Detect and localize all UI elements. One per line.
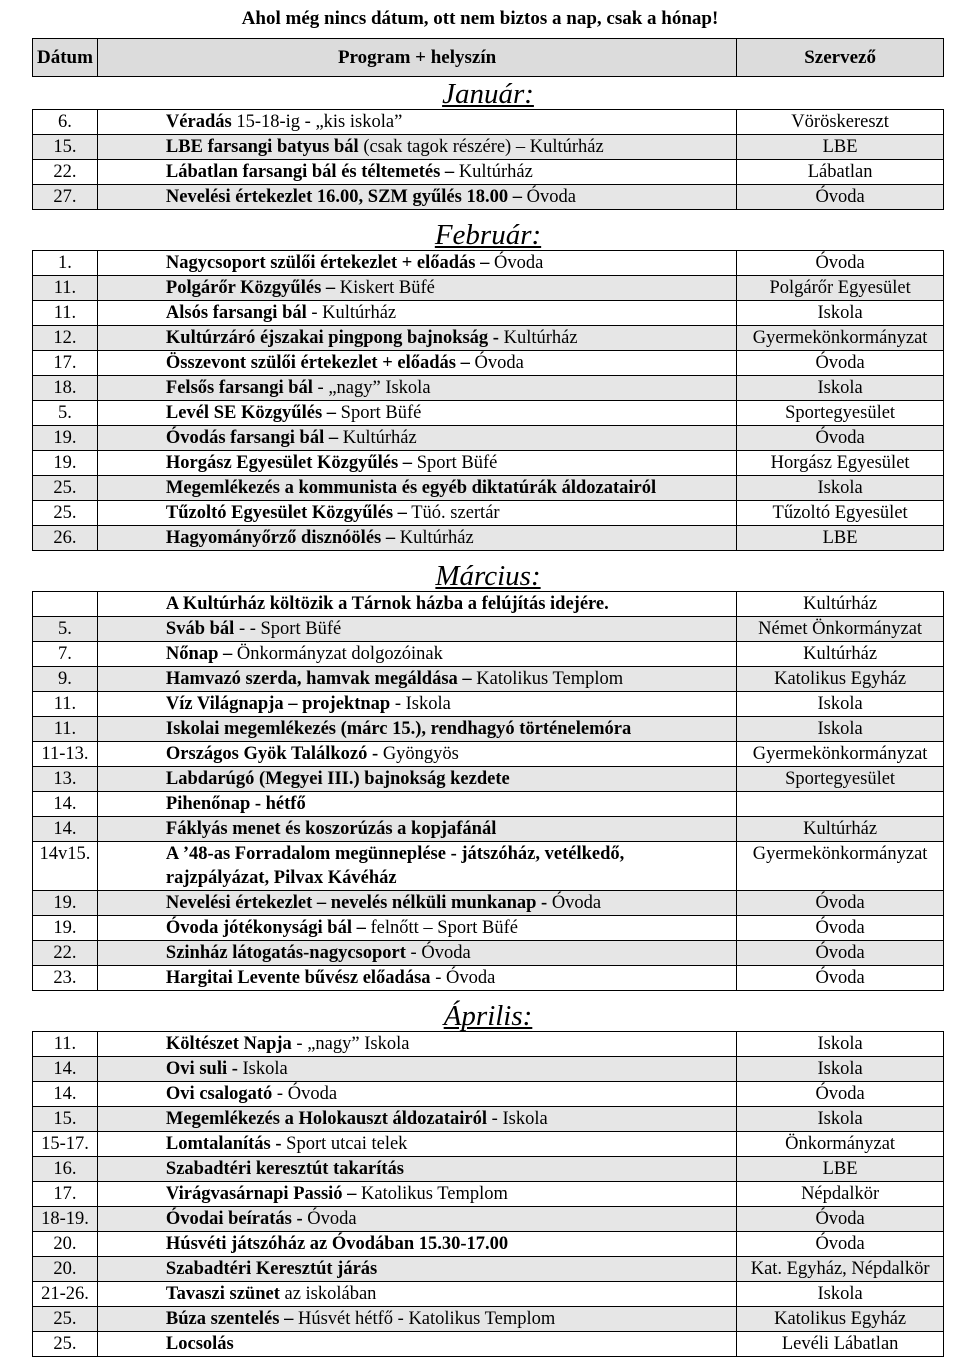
event-date: 14. xyxy=(33,792,98,817)
event-title: Megemlékezés a Holokauszt áldozatairól xyxy=(165,1109,488,1129)
event-organizer: Önkormányzat xyxy=(737,1132,944,1157)
event-program xyxy=(97,1307,736,1332)
event-title: Lomtalanítás - xyxy=(165,1134,282,1154)
event-program xyxy=(97,966,736,991)
event-title: Húsvéti játszóház az Óvodában 15.30-17.00 xyxy=(165,1234,509,1254)
event-title: Kultúrzáró éjszakai pingpong bajnokság - xyxy=(165,328,499,348)
table-row xyxy=(33,110,944,135)
event-program xyxy=(97,426,736,451)
event-date: 20. xyxy=(33,1257,98,1282)
event-location: Kultúrház xyxy=(338,428,417,448)
table-row xyxy=(33,1282,944,1307)
month-heading: Február: xyxy=(33,210,944,251)
event-location: Óvoda xyxy=(489,253,544,273)
event-location: - „nagy” Iskola xyxy=(291,1034,410,1054)
event-organizer: Iskola xyxy=(737,301,944,326)
event-date: 11. xyxy=(33,276,98,301)
event-title: Hargitai Levente bűvész előadása xyxy=(165,968,431,988)
event-program xyxy=(97,1282,736,1307)
table-header xyxy=(33,39,944,77)
event-location: Önkormányzat dolgozóinak xyxy=(232,644,443,664)
event-date: 16. xyxy=(33,1157,98,1182)
event-program xyxy=(97,1207,736,1232)
event-organizer: Kat. Egyház, Népdalkör xyxy=(737,1257,944,1282)
event-location: Kultúrház xyxy=(498,328,578,348)
events-table xyxy=(32,38,944,1357)
event-organizer: Óvoda xyxy=(737,1232,944,1257)
event-organizer: Óvoda xyxy=(737,426,944,451)
event-date: 21-26. xyxy=(33,1282,98,1307)
event-organizer: Vöröskereszt xyxy=(737,110,944,135)
event-title: Nevelési értekezlet – nevelés nélküli munkanap - xyxy=(165,893,548,913)
event-date: 19. xyxy=(33,916,98,941)
table-row xyxy=(33,451,944,476)
event-program xyxy=(97,717,736,742)
event-program xyxy=(97,185,736,210)
event-program xyxy=(97,376,736,401)
month-heading-row xyxy=(33,991,944,1032)
header-date: Dátum xyxy=(33,39,98,77)
event-program xyxy=(97,401,736,426)
event-title: Fáklyás menet és koszorúzás a kopjafánál xyxy=(165,819,497,839)
event-title: Országos Gyök Találkozó - xyxy=(165,744,379,764)
event-date: 11. xyxy=(33,692,98,717)
event-program xyxy=(97,1107,736,1132)
event-organizer: Iskola xyxy=(737,692,944,717)
event-date: 14. xyxy=(33,1057,98,1082)
event-date: 22. xyxy=(33,941,98,966)
table-row xyxy=(33,526,944,551)
table-row xyxy=(33,326,944,351)
event-date: 25. xyxy=(33,476,98,501)
event-date: 27. xyxy=(33,185,98,210)
event-program xyxy=(97,451,736,476)
event-title: Költészet Napja xyxy=(165,1034,292,1054)
event-organizer: Lábatlan xyxy=(737,160,944,185)
table-row xyxy=(33,1082,944,1107)
table-row xyxy=(33,301,944,326)
event-date: 19. xyxy=(33,451,98,476)
event-organizer: Gyermekönkormányzat xyxy=(737,326,944,351)
event-organizer: LBE xyxy=(737,135,944,160)
event-date: 19. xyxy=(33,891,98,916)
event-date: 17. xyxy=(33,351,98,376)
table-row xyxy=(33,135,944,160)
table-row xyxy=(33,891,944,916)
event-date: 17. xyxy=(33,1182,98,1207)
event-location: Kiskert Büfé xyxy=(335,278,435,298)
event-title: Hamvazó szerda, hamvak megáldása – xyxy=(165,669,472,689)
event-location: - Óvoda xyxy=(272,1084,338,1104)
event-date: 15. xyxy=(33,135,98,160)
month-heading-row xyxy=(33,551,944,592)
event-organizer: Katolikus Egyház xyxy=(737,1307,944,1332)
table-row xyxy=(33,1232,944,1257)
event-date: 13. xyxy=(33,767,98,792)
event-program xyxy=(97,326,736,351)
event-organizer: Gyermekönkormányzat xyxy=(737,842,944,891)
event-location: Kultúrház xyxy=(454,162,533,182)
event-title: Megemlékezés a kommunista és egyéb diktatúrák áldozatairól xyxy=(165,478,657,498)
event-location: (csak tagok részére) – Kultúrház xyxy=(358,137,604,157)
event-organizer: LBE xyxy=(737,526,944,551)
table-row xyxy=(33,1332,944,1357)
event-program xyxy=(97,526,736,551)
event-title: Nőnap – xyxy=(165,644,233,664)
event-program xyxy=(97,1082,736,1107)
event-program xyxy=(97,1032,736,1057)
event-location: - Kultúrház xyxy=(306,303,397,323)
table-row xyxy=(33,376,944,401)
event-title: Lábatlan farsangi bál és téltemetés – xyxy=(165,162,455,182)
event-date: 22. xyxy=(33,160,98,185)
event-title: Véradás xyxy=(165,112,232,132)
event-program xyxy=(97,792,736,817)
event-title: Óvodai beíratás - xyxy=(165,1209,303,1229)
event-organizer: Német Önkormányzat xyxy=(737,617,944,642)
event-organizer: Polgárőr Egyesület xyxy=(737,276,944,301)
event-title: Nevelési értekezlet 16.00, SZM gyűlés 18.00 – xyxy=(165,187,522,207)
event-date: 5. xyxy=(33,401,98,426)
table-row xyxy=(33,351,944,376)
month-heading: Január: xyxy=(33,77,944,110)
event-program xyxy=(97,1057,736,1082)
event-program xyxy=(97,667,736,692)
event-organizer: Óvoda xyxy=(737,941,944,966)
event-date: 9. xyxy=(33,667,98,692)
event-date: 14. xyxy=(33,817,98,842)
table-row xyxy=(33,941,944,966)
event-organizer: Óvoda xyxy=(737,1082,944,1107)
event-organizer: Kultúrház xyxy=(737,817,944,842)
event-location: Óvoda xyxy=(469,353,524,373)
event-date: 15. xyxy=(33,1107,98,1132)
event-title: Víz Világnapja – projektnap xyxy=(165,694,391,714)
event-date: 18. xyxy=(33,376,98,401)
event-title: Szabadtéri Keresztút járás xyxy=(165,1259,378,1279)
event-program xyxy=(97,110,736,135)
event-date: 6. xyxy=(33,110,98,135)
event-location: - Iskola xyxy=(487,1109,548,1129)
event-organizer: Óvoda xyxy=(737,351,944,376)
event-title: Virágvasárnapi Passió – xyxy=(165,1184,357,1204)
event-organizer: Kultúrház xyxy=(737,592,944,617)
header-organizer: Szervező xyxy=(737,39,944,77)
event-program xyxy=(97,617,736,642)
event-organizer: Óvoda xyxy=(737,891,944,916)
event-title: Labdarúgó (Megyei III.) bajnokság kezdete xyxy=(165,769,510,789)
event-title: LBE farsangi batyus bál xyxy=(165,137,359,157)
event-location: - „nagy” Iskola xyxy=(312,378,431,398)
table-row xyxy=(33,767,944,792)
month-heading: Április: xyxy=(33,991,944,1032)
event-program xyxy=(97,1157,736,1182)
event-organizer: Iskola xyxy=(737,717,944,742)
table-row xyxy=(33,501,944,526)
event-date: 12. xyxy=(33,326,98,351)
event-program xyxy=(97,1232,736,1257)
event-organizer: Tűzoltó Egyesület xyxy=(737,501,944,526)
table-row xyxy=(33,160,944,185)
event-organizer: Iskola xyxy=(737,1032,944,1057)
event-title: Óvodás farsangi bál – xyxy=(165,428,339,448)
event-date: 11. xyxy=(33,717,98,742)
event-location: - Iskola xyxy=(390,694,451,714)
table-row xyxy=(33,1182,944,1207)
event-organizer: Óvoda xyxy=(737,251,944,276)
event-location: Tüó. szertár xyxy=(406,503,500,523)
header-program: Program + helyszín xyxy=(97,39,736,77)
table-row xyxy=(33,817,944,842)
table-row xyxy=(33,1057,944,1082)
event-location: Sport utcai telek xyxy=(281,1134,408,1154)
event-location: Óvoda xyxy=(302,1209,357,1229)
event-date: 14v15. xyxy=(33,842,98,891)
event-organizer: Iskola xyxy=(737,376,944,401)
event-title: Pihenőnap - hétfő xyxy=(165,794,306,814)
event-program xyxy=(97,642,736,667)
event-location: felnőtt – Sport Büfé xyxy=(365,918,518,938)
event-location: Katolikus Templom xyxy=(356,1184,508,1204)
table-row xyxy=(33,1032,944,1057)
event-location: - Óvoda xyxy=(405,943,471,963)
table-row xyxy=(33,1257,944,1282)
event-date: 14. xyxy=(33,1082,98,1107)
event-location: Óvoda xyxy=(547,893,602,913)
event-program xyxy=(97,501,736,526)
event-title: Sváb bál xyxy=(165,619,235,639)
table-row xyxy=(33,1107,944,1132)
event-organizer: Népdalkör xyxy=(737,1182,944,1207)
table-row xyxy=(33,1207,944,1232)
event-title: Levél SE Közgyűlés – xyxy=(165,403,337,423)
event-location: 15-18-ig - „kis iskola” xyxy=(231,112,403,132)
event-organizer: Óvoda xyxy=(737,966,944,991)
event-location: az iskolában xyxy=(279,1284,377,1304)
table-row xyxy=(33,692,944,717)
event-title: Tavaszi szünet xyxy=(165,1284,280,1304)
event-program xyxy=(97,1332,736,1357)
event-organizer: LBE xyxy=(737,1157,944,1182)
event-date: 11. xyxy=(33,1032,98,1057)
table-row xyxy=(33,916,944,941)
event-program xyxy=(97,351,736,376)
event-program xyxy=(97,941,736,966)
event-title: Alsós farsangi bál xyxy=(165,303,307,323)
table-row xyxy=(33,426,944,451)
event-program xyxy=(97,916,736,941)
event-program xyxy=(97,301,736,326)
table-row xyxy=(33,792,944,817)
event-program xyxy=(97,692,736,717)
event-date: 18-19. xyxy=(33,1207,98,1232)
event-location: Húsvét hétfő - Katolikus Templom xyxy=(293,1309,556,1329)
event-date: 7. xyxy=(33,642,98,667)
event-date: 26. xyxy=(33,526,98,551)
event-program xyxy=(97,251,736,276)
table-row xyxy=(33,717,944,742)
event-location: Gyöngyös xyxy=(378,744,459,764)
event-organizer: Sportegyesület xyxy=(737,767,944,792)
event-title: Locsolás xyxy=(165,1334,234,1354)
event-title: Hagyományőrző disznóölés – xyxy=(165,528,396,548)
event-title: Szinház látogatás-nagycsoport xyxy=(165,943,406,963)
event-location: Katolikus Templom xyxy=(471,669,624,689)
table-row xyxy=(33,617,944,642)
event-date: 19. xyxy=(33,426,98,451)
event-location: Sport Büfé xyxy=(336,403,422,423)
event-organizer: Iskola xyxy=(737,1282,944,1307)
event-title: Nagycsoport szülői értekezlet + előadás – xyxy=(165,253,490,273)
event-date: 20. xyxy=(33,1232,98,1257)
event-location: Sport Büfé xyxy=(412,453,498,473)
event-organizer: Óvoda xyxy=(737,185,944,210)
table-row xyxy=(33,251,944,276)
event-title: Összevont szülői értekezlet + előadás – xyxy=(165,353,470,373)
table-row xyxy=(33,842,944,891)
event-title: Tűzoltó Egyesület Közgyűlés – xyxy=(165,503,407,523)
event-program xyxy=(97,592,736,617)
event-title: Szabadtéri keresztút takarítás xyxy=(165,1159,404,1179)
notice-text: Ahol még nincs dátum, ott nem biztos a nap, csak a hónap! xyxy=(241,8,719,29)
event-title: Ovi csalogató xyxy=(165,1084,273,1104)
event-date: 25. xyxy=(33,501,98,526)
event-program xyxy=(97,767,736,792)
event-date: 11. xyxy=(33,301,98,326)
event-organizer: Iskola xyxy=(737,476,944,501)
event-title: Polgárőr Közgyűlés – xyxy=(165,278,336,298)
event-program xyxy=(97,135,736,160)
event-program xyxy=(97,1182,736,1207)
event-organizer: Levéli Lábatlan xyxy=(737,1332,944,1357)
event-date: 11-13. xyxy=(33,742,98,767)
event-title: Felsős farsangi bál xyxy=(165,378,313,398)
event-location: Óvoda xyxy=(521,187,576,207)
event-date: 23. xyxy=(33,966,98,991)
event-location: - Óvoda xyxy=(430,968,496,988)
event-organizer: Gyermekönkormányzat xyxy=(737,742,944,767)
table-row xyxy=(33,592,944,617)
event-organizer: Iskola xyxy=(737,1107,944,1132)
month-heading-row xyxy=(33,77,944,110)
event-date: 25. xyxy=(33,1307,98,1332)
event-organizer: Óvoda xyxy=(737,916,944,941)
event-organizer: Horgász Egyesület xyxy=(737,451,944,476)
table-row xyxy=(33,476,944,501)
table-row xyxy=(33,1132,944,1157)
event-title: Horgász Egyesület Közgyűlés – xyxy=(165,453,413,473)
event-location: - - Sport Büfé xyxy=(234,619,342,639)
table-row xyxy=(33,966,944,991)
table-row xyxy=(33,1307,944,1332)
table-row xyxy=(33,276,944,301)
table-row xyxy=(33,742,944,767)
table-row xyxy=(33,667,944,692)
event-program xyxy=(97,276,736,301)
event-organizer xyxy=(737,792,944,817)
month-heading-row xyxy=(33,210,944,251)
event-program xyxy=(97,742,736,767)
event-date: 15-17. xyxy=(33,1132,98,1157)
event-date: 25. xyxy=(33,1332,98,1357)
event-organizer: Iskola xyxy=(737,1057,944,1082)
event-location: Kultúrház xyxy=(395,528,474,548)
table-row xyxy=(33,642,944,667)
event-organizer: Sportegyesület xyxy=(737,401,944,426)
event-organizer: Kultúrház xyxy=(737,642,944,667)
event-location: Iskola xyxy=(237,1059,288,1079)
month-heading: Március: xyxy=(33,551,944,592)
event-organizer: Óvoda xyxy=(737,1207,944,1232)
event-program xyxy=(97,160,736,185)
table-row xyxy=(33,1157,944,1182)
event-title: Búza szentelés – xyxy=(165,1309,294,1329)
event-date: 1. xyxy=(33,251,98,276)
event-title: Ovi suli - xyxy=(165,1059,238,1079)
event-program xyxy=(97,817,736,842)
event-title: Iskolai megemlékezés (márc 15.), rendhagyó történelemóra xyxy=(165,719,632,739)
event-title: A ’48-as Forradalom megünneplése - játszóház, vetélkedő, rajzpályázat, Pilvax Kávéház xyxy=(165,844,625,888)
event-organizer: Katolikus Egyház xyxy=(737,667,944,692)
event-date xyxy=(33,592,98,617)
event-title: Óvoda jótékonysági bál – xyxy=(165,918,366,938)
event-program xyxy=(97,842,736,891)
event-date: 5. xyxy=(33,617,98,642)
event-program xyxy=(97,891,736,916)
event-program xyxy=(97,1257,736,1282)
table-row xyxy=(33,401,944,426)
event-title: A Kultúrház költözik a Tárnok házba a felújítás idejére. xyxy=(165,594,609,614)
event-program xyxy=(97,1132,736,1157)
table-row xyxy=(33,185,944,210)
event-program xyxy=(97,476,736,501)
